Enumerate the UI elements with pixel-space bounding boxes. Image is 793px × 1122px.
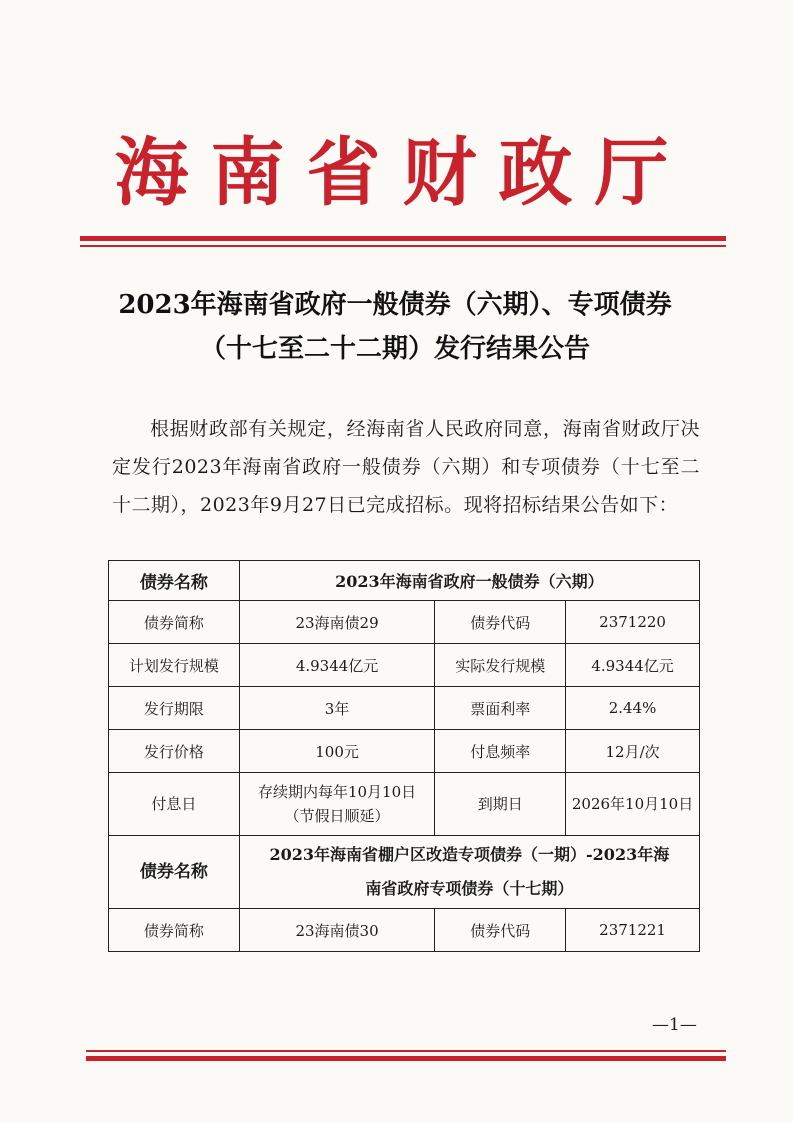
- letterhead-title: 海南省财政厅: [114, 130, 691, 216]
- payment-date-line2: （节假日顺延）: [284, 807, 390, 825]
- table-row: [109, 601, 700, 644]
- divider-thin-line: [86, 1050, 726, 1052]
- bond1-name-label: 债券名称: [109, 561, 240, 601]
- table-cell-label: 债券代码: [435, 909, 566, 952]
- bond2-name-line2: 南省政府专项债券（十七期）: [365, 879, 574, 898]
- payment-date-line1: 存续期内每年10月10日: [257, 783, 417, 801]
- table-cell-value: 12月/次: [566, 730, 700, 773]
- table-cell-label: 债券简称: [109, 601, 240, 644]
- table-row: [109, 644, 700, 687]
- table-cell-label: 债券简称: [109, 909, 240, 952]
- table-cell-value: 100元: [239, 730, 435, 773]
- table-cell-value: 4.9344亿元: [239, 644, 435, 687]
- table-cell-label: 发行价格: [109, 730, 240, 773]
- table-row: [109, 687, 700, 730]
- table-cell-value: 3年: [239, 687, 435, 730]
- table-cell-value: 4.9344亿元: [566, 644, 700, 687]
- bond2-name-line1: 2023年海南省棚户区改造专项债券（一期）-2023年海: [269, 845, 670, 864]
- bond2-name-value: [239, 836, 699, 909]
- bond2-header-row: [109, 836, 700, 909]
- letterhead-divider: [80, 236, 726, 247]
- body-paragraph: 根据财政部有关规定，经海南省人民政府同意，海南省财政厅决定发行2023年海南省政府一般债券（六期）和专项债券（十七至二十二期），2023年9月27日已完成招标。现将招标结果公告如下：: [112, 418, 700, 516]
- table-cell-label: 付息频率: [435, 730, 566, 773]
- table-cell-label: 债券代码: [435, 601, 566, 644]
- footer-divider: [86, 1050, 726, 1061]
- maturity-date-value: 2026年10月10日: [566, 773, 700, 836]
- table-cell-value: 23海南债29: [239, 601, 435, 644]
- table-cell-label: 票面利率: [435, 687, 566, 730]
- table-cell-value: 2.44%: [566, 687, 700, 730]
- bond2-name-label: 债券名称: [109, 836, 240, 909]
- divider-thick-line: [86, 1056, 726, 1061]
- payment-date-label: 付息日: [109, 773, 240, 836]
- divider-thin-line: [80, 245, 726, 247]
- table-cell-label: 计划发行规模: [109, 644, 240, 687]
- document-title: 2023年海南省政府一般债券（六期）、专项债券（十七至二十二期）发行结果公告: [118, 290, 672, 364]
- divider-thick-line: [80, 236, 726, 241]
- bond-results-table: [108, 560, 700, 952]
- table-cell-value: 2371221: [566, 909, 700, 952]
- page-number: —1—: [652, 1015, 697, 1035]
- table-row: [109, 909, 700, 952]
- payment-date-value: [239, 773, 435, 836]
- table-row: [109, 773, 700, 836]
- maturity-date-label: 到期日: [435, 773, 566, 836]
- table-cell-value: 23海南债30: [239, 909, 435, 952]
- table-cell-label: 发行期限: [109, 687, 240, 730]
- table-row: [109, 730, 700, 773]
- bond1-header-row: [109, 561, 700, 601]
- table-cell-label: 实际发行规模: [435, 644, 566, 687]
- bond1-name-value: 2023年海南省政府一般债券（六期）: [239, 561, 699, 601]
- table-cell-value: 2371220: [566, 601, 700, 644]
